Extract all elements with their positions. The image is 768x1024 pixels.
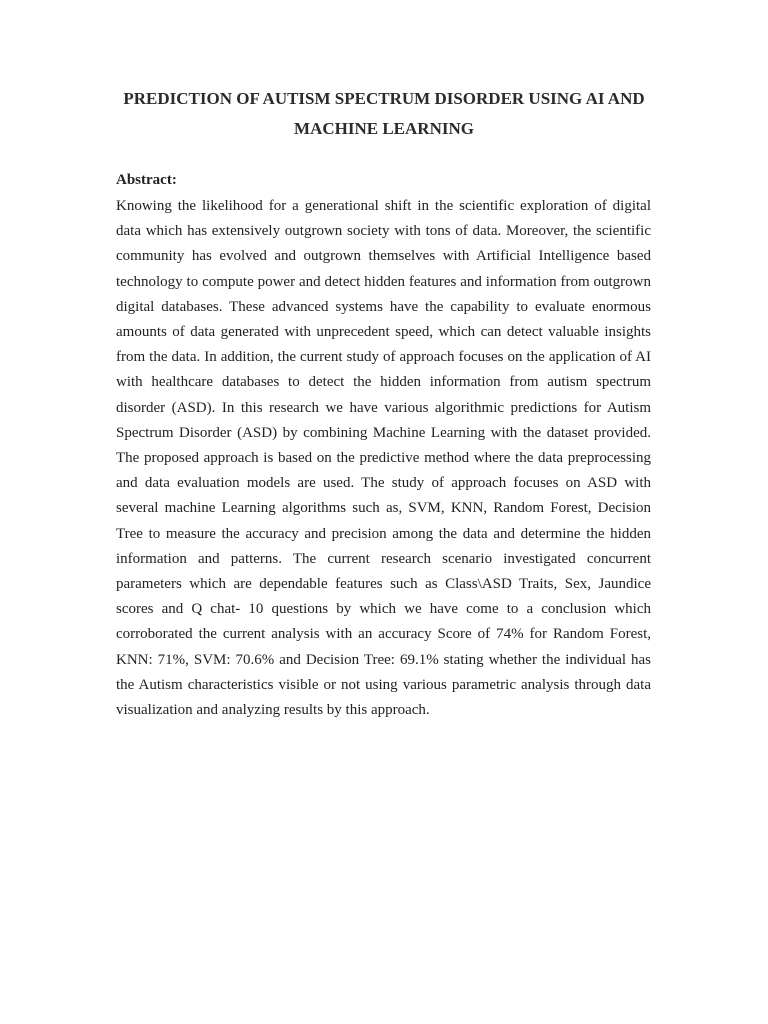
abstract-text: Knowing the likelihood for a generational shift in the scientific exploration of digital data which has extensively outgrown society with tons of data. Moreover, the scientific community has evolved and outgrown themselves with Artificial Intelligence based technology to compute power and detect hidden features and information from outgrown digital databases. These advanced systems have the capability to evaluate enormous amounts of data generated with unprecedent speed, which can detect valuable insights from the data. In addition, the current study of approach focuses on the application of AI with healthcare databases to detect the hidden information from autism spectrum disorder (ASD). In this research we have various algorithmic predictions for Autism Spectrum Disorder (ASD) by combining Machine Learning with the dataset provided. The proposed approach is based on the predictive method where the data preprocessing and data evaluation models are used. The study of approach focuses on ASD with several machine Learning algorithms such as, SVM, KNN, Random Forest, Decision Tree to measure the accuracy and precision among the data and determine the hidden information and patterns. The current research scenario investigated concurrent parameters which are dependable features such as Class\ASD Traits, Sex, Jaundice scores and Q chat- 10 questions by which we have come to a conclusion which corroborated the current analysis with an accuracy Score of 74% for Random Forest, KNN: 71%, SVM: 70.6% and Decision Tree: 69.1% stating whether the individual has the Autism characteristics visible or not using various parametric analysis through data visualization and analyzing results by this approach.: [116, 198, 651, 719]
paper-title: PREDICTION OF AUTISM SPECTRUM DISORDER USING AI AND MACHINE LEARNING: [123, 89, 645, 138]
abstract-heading: Abstract:: [116, 172, 177, 188]
